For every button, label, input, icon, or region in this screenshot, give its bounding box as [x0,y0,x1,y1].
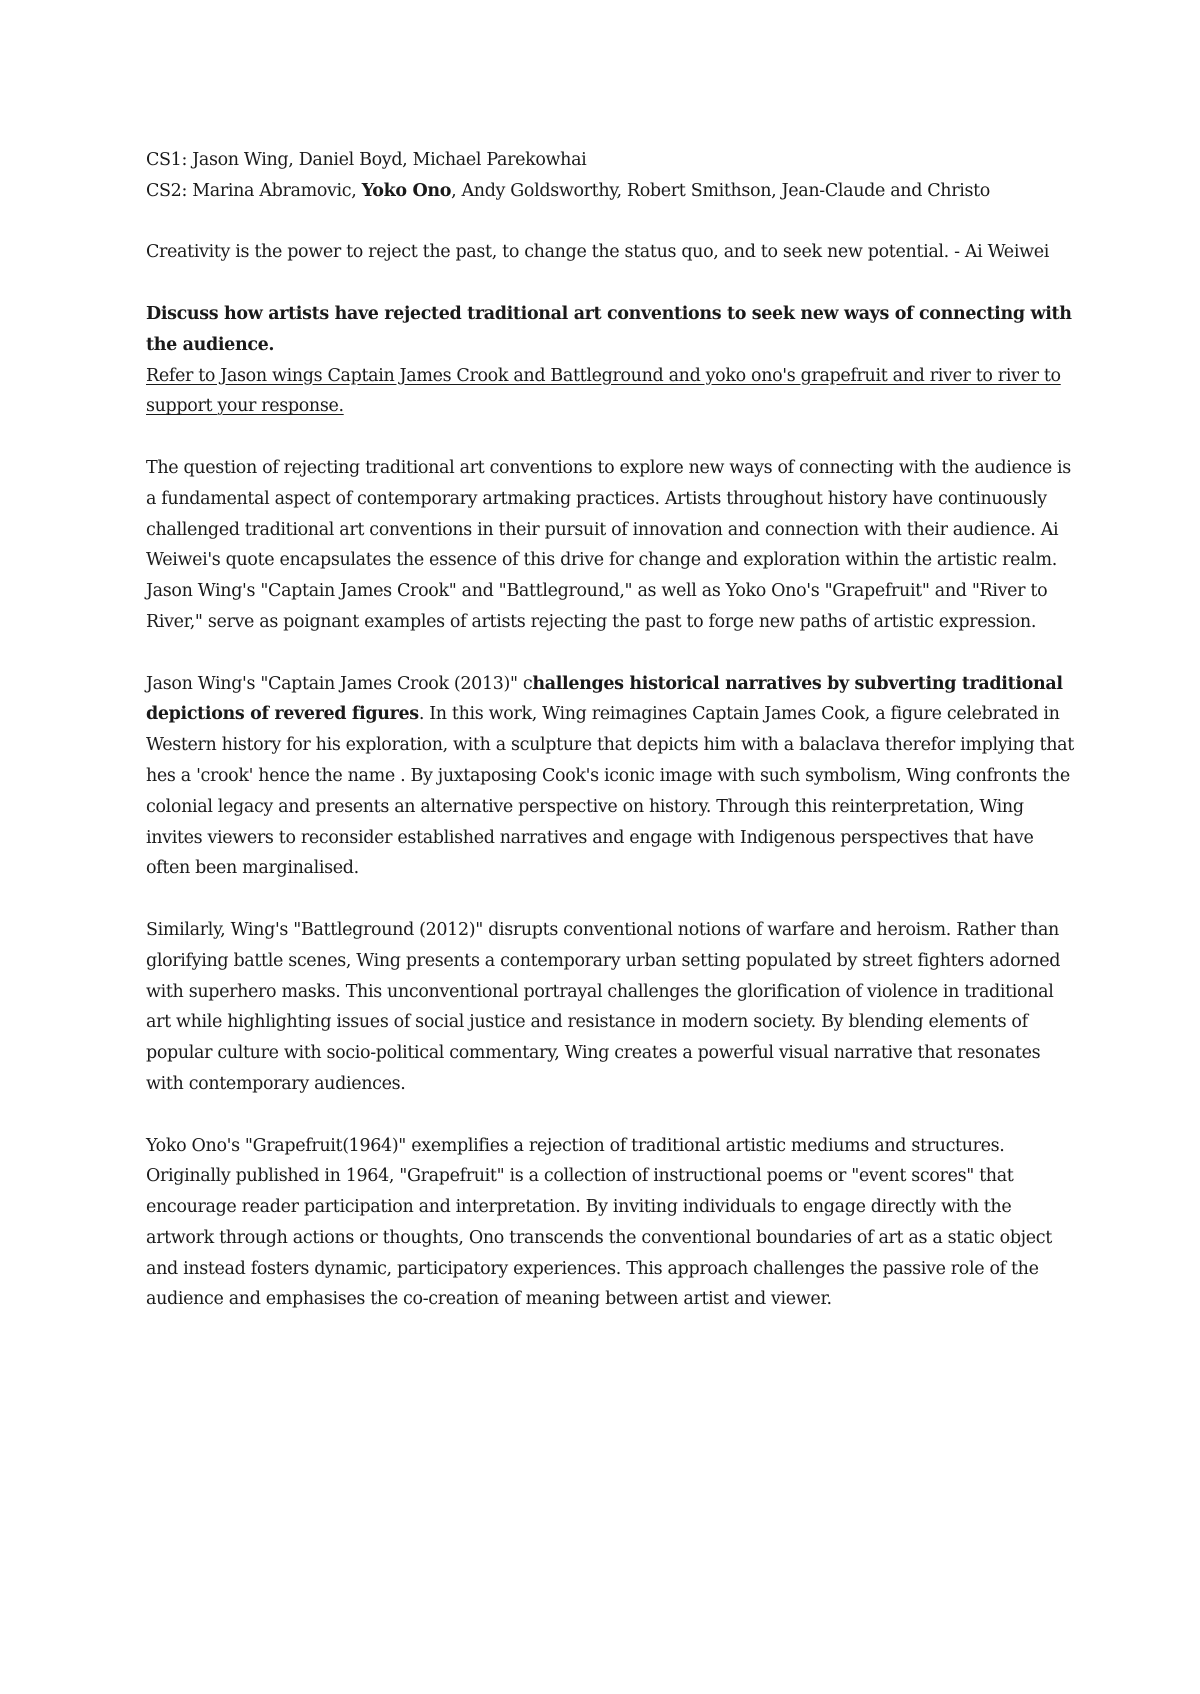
case-study-2-bold-artist: Yoko Ono [361,180,452,201]
case-study-2-text-start: CS2: Marina Abramovic, [146,180,362,201]
case-study-2-text-end: , Andy Goldsworthy, Robert Smithson, Jean-Claude and Christo [451,180,990,201]
spacer [146,207,1076,238]
case-study-1-line: CS1: Jason Wing, Daniel Boyd, Michael Parekowhai [146,150,587,170]
spacer [146,422,1076,453]
grapefruit-paragraph: Yoko Ono's "Grapefruit(1964)" exemplifies a rejection of traditional artistic mediums and structures. Originally published in 1964, "Grapefruit" is a collection of instructional poems or "event scores" that encourage reader participation and interpretation. By inviting individuals to engage directly with the artwork through actions or thoughts, Ono transcends the conventional boundaries of art as a static object and instead fosters dynamic, participatory experiences. This approach challenges the passive role of the audience and emphasises the co-creation of meaning between artist and viewer. [146,1135,1052,1310]
case-study-2-line [146,176,1076,207]
essay-question-prompt: Discuss how artists have rejected traditional art conventions to seek new ways of connecting with the audience. [146,303,1072,355]
spacer [146,884,1076,915]
spacer [146,268,1076,299]
essay-question-instruction: Refer to Jason wings Captain James Crook and Battleground and yoko ono's grapefruit and river to river to support your response. [146,365,1061,417]
spacer [146,1100,1076,1131]
spacer [146,638,1076,669]
crook-paragraph-bold: hallenges historical narratives by subverting traditional depictions of revered figures [146,673,1063,725]
ai-weiwei-quote: Creativity is the power to reject the past, to change the status quo, and to seek new potential. - Ai Weiwei [146,242,1049,263]
intro-paragraph: The question of rejecting traditional art conventions to explore new ways of connecting with the audience is a fundamental aspect of contemporary artmaking practices. Artists throughout history have continuously challenged traditional art conventions in their pursuit of innovation and connection with their audience. Ai Weiwei's quote encapsulates the essence of this drive for change and exploration within the artistic realm. Jason Wing's "Captain James Crook" and "Battleground," as well as Yoko Ono's "Grapefruit" and "River to River," serve as poignant examples of artists rejecting the past to forge new paths of artistic expression. [146,457,1071,632]
crook-paragraph-rest: . In this work, Wing reimagines Captain James Cook, a figure celebrated in Western history for his exploration, with a sculpture that depicts him with a balaclava therefor implying that hes a 'crook' hence the name . By juxtaposing Cook's iconic image with such symbolism, Wing confronts the colonial legacy and presents an alternative perspective on history. Through this reinterpretation, Wing invites viewers to reconsider established narratives and engage with Indigenous perspectives that have often been marginalised. [146,704,1074,879]
captain-james-crook-paragraph [146,669,1076,885]
battleground-paragraph: Similarly, Wing's "Battleground (2012)" disrupts conventional notions of warfare and heroism. Rather than glorifying battle scenes, Wing presents a contemporary urban setting populated by street fighters adorned with superhero masks. This unconventional portrayal challenges the glorification of violence in traditional art while highlighting issues of social justice and resistance in modern society. By blending elements of popular culture with socio-political commentary, Wing creates a powerful visual narrative that resonates with contemporary audiences. [146,919,1061,1094]
document-page [146,145,1076,1315]
crook-paragraph-start: Jason Wing's "Captain James Crook (2013)" c [146,673,533,694]
